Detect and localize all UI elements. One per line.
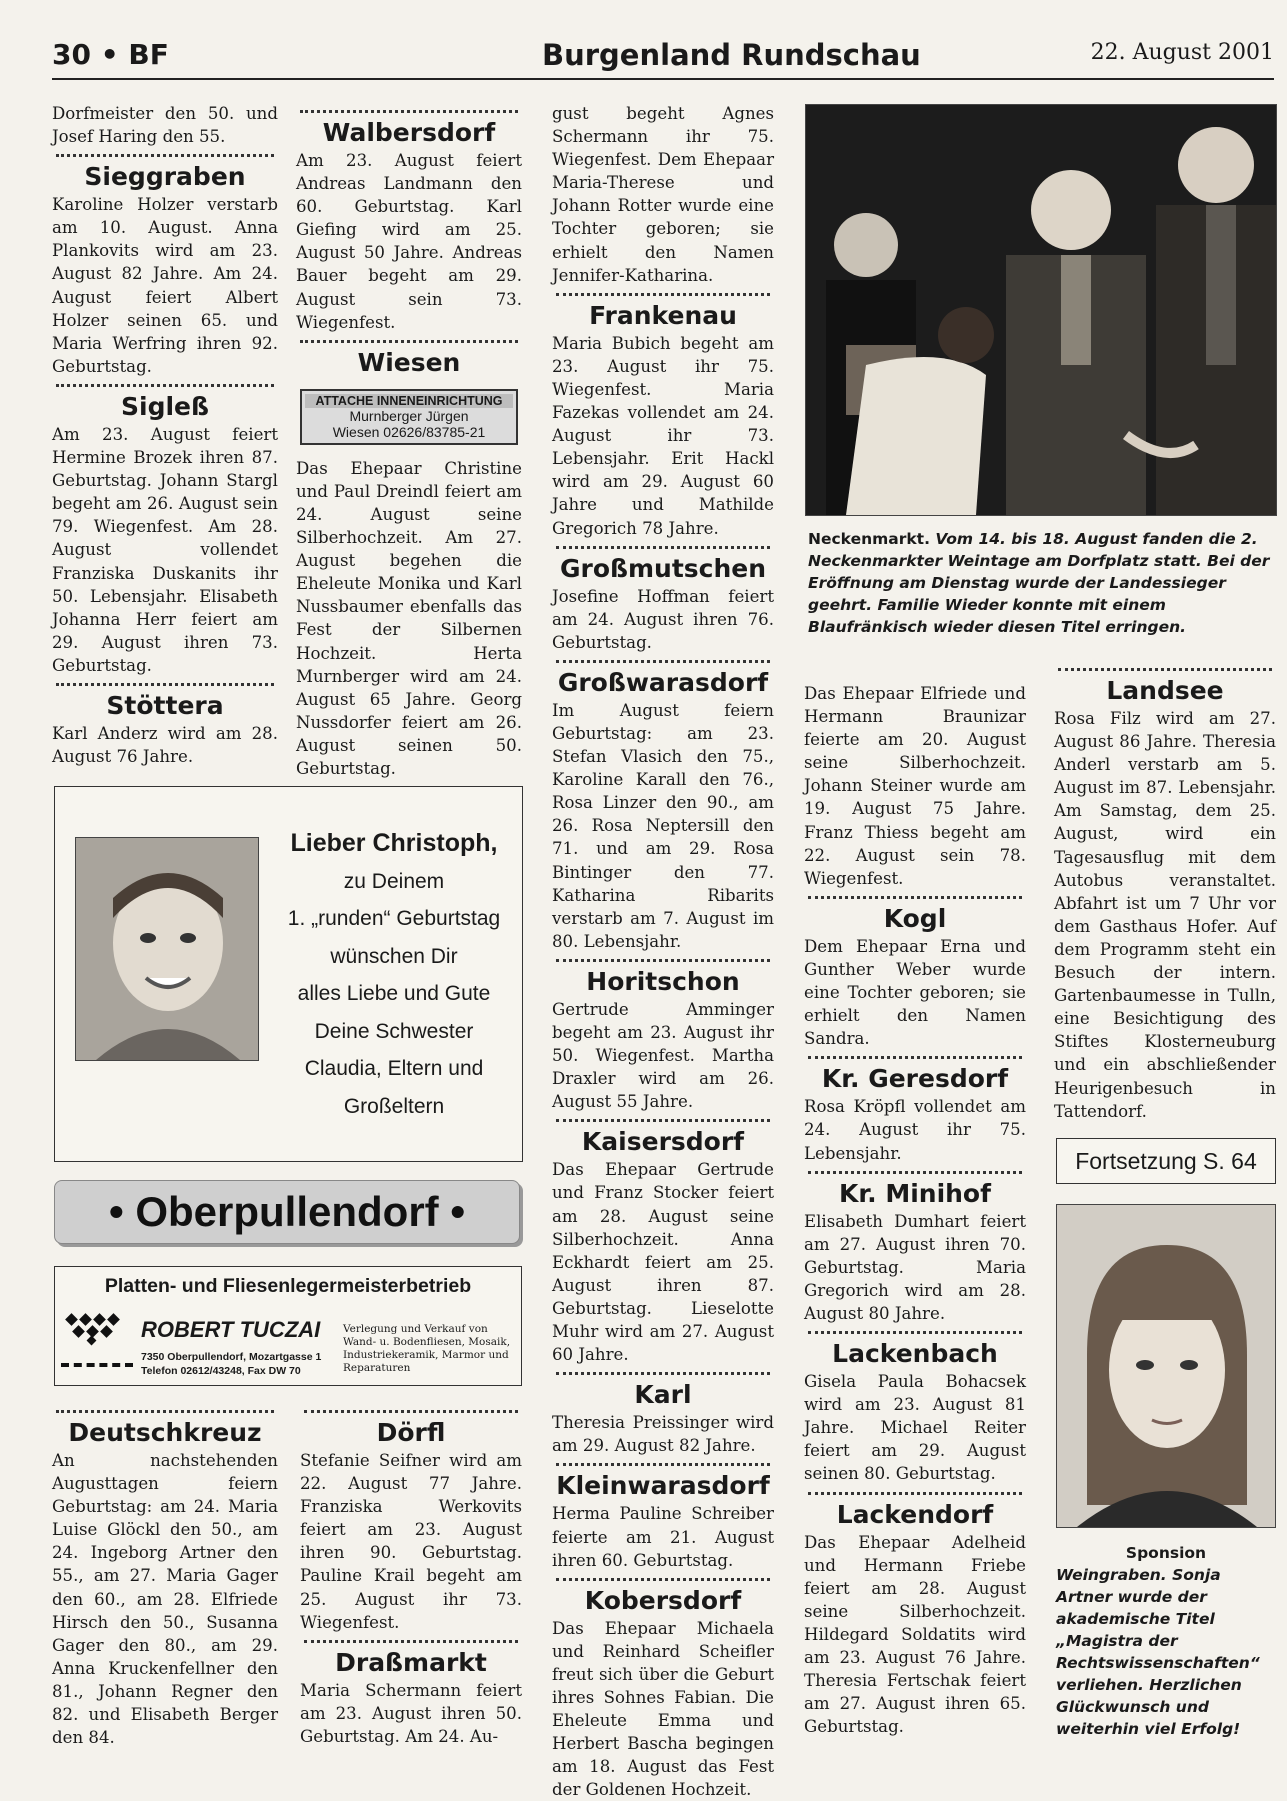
ad-tuczai-name: ROBERT TUCZAI [141, 1317, 321, 1342]
text-grossmutschen: Josefine Hoffman feiert am 24. August ihren 76. Geburtstag. [552, 586, 774, 652]
neckenmarkt-photo-image [806, 105, 1276, 515]
sponsion-caption [1056, 1542, 1276, 1740]
caption-text: Vom 14. bis 18. August fanden die 2. Neckenmarkter Weintage am Dorfplatz statt. Bei der Eröffnung am Dienstag wurde der Landessieger geehrt. Familie Wieder konnte mit einem Blaufränkisch wieder diesen Titel erringen. [808, 530, 1270, 636]
text-lackendorf: Das Ehepaar Adelheid und Hermann Friebe feiert am 28. August seine Silberhochzeit. Hildegard Soldatits wird am 23. August 76 Jahre. Theresia Fertschak feiert am 27. August ihren 65. Geburtstag. [804, 1532, 1026, 1737]
greeting-text [275, 825, 513, 1125]
column-5 [1054, 662, 1276, 1123]
divider [56, 384, 274, 387]
text-kobersdorf: Das Ehepaar Michaela und Reinhard Scheifler freut sich über die Geburt ihres Sohnes Fabian. Die Eheleute Emma und Herbert Bascha begingen am 18. August das Fest der Goldenen Hochzeit. [552, 1618, 774, 1800]
column-4 [804, 682, 1026, 1738]
logo-dashes [61, 1363, 133, 1371]
greeting-line-7: Claudia, Eltern und [304, 1057, 484, 1080]
heading-kr-geresdorf: Kr. Geresdorf [821, 1064, 1009, 1094]
tile-logo-icon [63, 1311, 133, 1347]
divider [556, 1463, 770, 1466]
sponsion-photo-image [1057, 1205, 1275, 1527]
col3-intro: gust begeht Agnes Schermann ihr 75. Wiegenfest. Dem Ehepaar Maria-Therese und Johann Rotter wurde eine Tochter geboren; sie erhielt den Namen Jennifer-Katharina. [552, 104, 774, 285]
column-2 [296, 102, 522, 780]
ad-attache-line2: Murnberger Jürgen [349, 407, 469, 424]
divider [808, 896, 1022, 899]
column-doerfl [300, 1404, 522, 1748]
text-kr-minihof: Elisabeth Dumhart feiert am 27. August ihren 70. Geburtstag. Maria Gregorich wird am 28. August 80 Jahre. [804, 1211, 1026, 1323]
sponsion-caption-text: Weingraben. Sonja Artner wurde der akademische Titel „Magistra der Rechtswissenschaften“ verliehen. Herzlichen Glückwunsch und weiterhin viel Erfolg! [1056, 1566, 1260, 1738]
issue-date: 22. August 2001 [1090, 40, 1274, 65]
heading-lackenbach: Lackenbach [832, 1339, 998, 1369]
text-deutschkreuz: An nachstehenden Augusttagen feiern Geburtstag: am 24. Maria Luise Glöckl den 50., am 24. Ingeborg Artner den 55., am 27. Maria Gager den 60., am 28. Elfriede Hirsch den 50., Susanna Gager den 80., am 29. Anna Kruckenfellner den 81., Johann Regner den 82. und Elisabeth Berger den 84. [52, 1451, 278, 1748]
sponsion-caption-lead: Sponsion [1125, 1544, 1207, 1562]
divider [808, 1492, 1022, 1495]
divider [556, 293, 770, 296]
divider [300, 340, 518, 343]
divider [56, 683, 274, 686]
heading-grosswarasdorf: Großwarasdorf [557, 667, 769, 697]
divider [556, 1372, 770, 1375]
text-horitschon: Gertrude Amminger begeht am 23. August ihr 50. Wiegenfest. Martha Draxler wird am 26. August 55 Jahre. [552, 999, 774, 1112]
ad-tuczai-phone: Telefon 02612/43248, Fax DW 70 [141, 1365, 301, 1377]
section-banner [54, 1180, 520, 1244]
heading-drassmarkt: Draßmarkt [335, 1647, 487, 1677]
newspaper-title: Burgenland Rundschau [542, 38, 921, 72]
text-lackenbach: Gisela Paula Bohacsek wird am 23. August 81 Jahre. Michael Reiter feiert am 29. August seinen 80. Geburtstag. [804, 1372, 1026, 1484]
text-wiesen: Das Ehepaar Christine und Paul Dreindl feiert am 24. August seine Silberhochzeit. Am 27. August begehen die Eheleute Monika und Karl Nussbaumer ebenfalls das Fest der Silbernen Hochzeit. Herta Murnberger wird am 24. August 65 Jahre. Georg Nussdorfer feiert am 26. August seinen 50. Geburtstag. [296, 458, 522, 778]
sponsion-photo [1056, 1204, 1276, 1528]
ad-tuczai-desc: Verlegung und Verkauf von Wand- u. Bodenfliesen, Mosaik, Industriekeramik, Marmor und Reparaturen [343, 1323, 511, 1374]
heading-sigless: Sigleß [121, 391, 209, 421]
child-photo-image [76, 838, 258, 1060]
heading-walbersdorf: Walbersdorf [322, 118, 496, 147]
caption-lead: Neckenmarkt. [808, 530, 930, 548]
text-walbersdorf: Am 23. August feiert Andreas Landmann den 60. Geburtstag. Karl Giefing wird am 25. August 50 Jahre. Andreas Bauer begeht am 29. August sein 73. Wiegenfest. [296, 151, 522, 332]
divider [56, 154, 274, 157]
greeting-line-2: zu Deinem [343, 869, 445, 893]
column-1 [52, 102, 278, 768]
heading-kaisersdorf: Kaisersdorf [581, 1127, 745, 1157]
text-kogl: Dem Ehepaar Erna und Gunther Weber wurde eine Tochter geboren; sie erhielt den Namen Sandra. [804, 936, 1026, 1049]
section-banner-text: • Oberpullendorf • [108, 1188, 466, 1235]
divider [300, 110, 518, 113]
divider [556, 546, 770, 549]
divider [808, 1331, 1022, 1334]
column-3 [552, 102, 774, 1801]
divider [56, 1410, 274, 1413]
heading-wiesen: Wiesen [357, 347, 461, 377]
col4-intro: Das Ehepaar Elfriede und Hermann Braunizar feierte am 20. August seine Silberhochzeit. Johann Steiner wurde am 19. August 75 Jahre. Franz Thiess begeht am 22. August sein 78. Wiegenfest. [804, 684, 1026, 888]
continuation-text: Fortsetzung S. 64 [1075, 1148, 1257, 1174]
ad-attache [300, 389, 518, 445]
continuation-box [1056, 1138, 1276, 1184]
ad-tuczai [54, 1266, 522, 1386]
heading-horitschon: Horitschon [586, 966, 740, 996]
heading-kogl: Kogl [883, 903, 947, 933]
greeting-line-6: Deine Schwester [314, 1019, 474, 1043]
greeting-line-5: alles Liebe und Gute [297, 982, 491, 1005]
divider [556, 660, 770, 663]
heading-doerfl: Dörfl [376, 1418, 446, 1447]
ad-attache-line1: ATTACHE INNENEINRICHTUNG [305, 394, 513, 408]
divider [556, 1578, 770, 1581]
heading-frankenau: Frankenau [589, 300, 737, 330]
heading-grossmutschen: Großmutschen [559, 553, 767, 583]
divider [1058, 668, 1272, 671]
heading-sieggraben: Sieggraben [84, 162, 246, 192]
heading-landsee: Landsee [1106, 676, 1224, 705]
text-karl: Theresia Preissinger wird am 29. August 82 Jahre. [552, 1413, 774, 1456]
heading-lackendorf: Lackendorf [836, 1499, 994, 1529]
ad-tuczai-address: 7350 Oberpullendorf, Mozartgasse 1 [141, 1351, 322, 1363]
page-number: 30 • BF [52, 38, 169, 71]
text-stoettera: Karl Anderz wird am 28. August 76 Jahre. [52, 723, 278, 767]
text-kr-geresdorf: Rosa Kröpfl vollendet am 24. August ihr 75. Lebensjahr. [804, 1097, 1026, 1163]
text-frankenau: Maria Bubich begeht am 23. August ihr 75. Wiegenfest. Maria Fazekas vollendet am 24. August ihr 73. Lebensjahr. Erit Hackl wird am 29. August 60 Jahre und Mathilde Gregorich 78 Jahre. [552, 333, 774, 538]
heading-deutschkreuz: Deutschkreuz [68, 1418, 262, 1447]
page-header [52, 38, 1274, 80]
column-deutschkreuz [52, 1404, 278, 1749]
ad-tuczai-title: Platten- und Fliesenlegermeisterbetrieb [104, 1275, 472, 1297]
text-drassmarkt: Maria Schermann feiert am 23. August ihren 50. Geburtstag. Am 24. Au- [300, 1680, 522, 1746]
ad-attache-line3: Wiesen 02626/83785-21 [332, 423, 486, 440]
divider [556, 1119, 770, 1122]
child-photo [75, 837, 259, 1061]
birthday-greeting-box [54, 786, 523, 1162]
heading-karl: Karl [634, 1380, 692, 1410]
text-landsee: Rosa Filz wird am 27. August 86 Jahre. Theresia Anderl verstarb am 5. August im 87. Lebensjahr. Am Samstag, dem 25. August, wird ein Tagesausflug mit dem Autobus veranstaltet. Abfahrt ist um 7 Uhr vor dem Gasthaus Hofer. Auf dem Programm steht ein Besuch der intern. Gartenbaumesse in Tulln, eine Besichtigung des Stiftes Klosterneuburg und ein abschließender Heurigenbesuch in Tattendorf. [1054, 709, 1276, 1121]
heading-kleinwarasdorf: Kleinwarasdorf [556, 1471, 770, 1501]
text-kleinwarasdorf: Herma Pauline Schreiber feierte am 21. August ihren 60. Geburtstag. [552, 1504, 774, 1570]
heading-kr-minihof: Kr. Minihof [838, 1178, 991, 1208]
text-sieggraben: Karoline Holzer verstarb am 10. August. Anna Plankovits wird am 23. August 82 Jahre. Am 24. August feiert Albert Holzer seinen 65. und Maria Werfring ihren 92. Geburtstag. [52, 195, 278, 376]
divider [304, 1640, 518, 1643]
text-sigless: Am 23. August feiert Hermine Brozek ihren 87. Geburtstag. Johann Stargl begeht am 26. August sein 79. Wiegenfest. Am 28. August vollendet Franziska Duskanits ihr 50. Lebensjahr. Elisabeth Johanna Herr feiert am 29. August ihren 73. Geburtstag. [52, 424, 278, 675]
greeting-line-4: wünschen Dir [330, 944, 458, 968]
neckenmarkt-photo [805, 104, 1277, 516]
text-grosswarasdorf: Im August feiern Geburtstag: am 23. Stefan Vlasich den 75., Karoline Karall den 76., Rosa Linzer den 90., am 26. Rosa Neptersill den 71. und am 29. Rosa Bintinger den 77. Katharina Ribarits verstarb am 7. August im 80. Lebensjahr. [552, 700, 774, 951]
heading-stoettera: Stöttera [106, 690, 224, 720]
heading-kobersdorf: Kobersdorf [584, 1585, 742, 1615]
neckenmarkt-caption [808, 528, 1276, 638]
divider [556, 959, 770, 962]
col1-intro: Dorfmeister den 50. und Josef Haring den 55. [52, 104, 278, 147]
text-kaisersdorf: Das Ehepaar Gertrude und Franz Stocker feiert am 28. August seine Silberhochzeit. Anna Eckhardt feiert am 25. August ihren 87. Geburtstag. Lieselotte Muhr wird am 27. August 60 Jahre. [552, 1160, 774, 1365]
greeting-line-8: Großeltern [343, 1094, 445, 1118]
greeting-line-3: 1. „runden“ Geburtstag [287, 907, 501, 930]
text-doerfl: Stefanie Seifner wird am 22. August 77 Jahre. Franziska Werkovits feiert am 23. August ihren 90. Geburtstag. Pauline Krail begeht am 25. August ihr 73. Wiegenfest. [300, 1451, 522, 1632]
divider [304, 1410, 518, 1413]
divider [808, 1171, 1022, 1174]
divider [808, 1056, 1022, 1059]
greeting-line-1: Lieber Christoph, [290, 829, 498, 857]
